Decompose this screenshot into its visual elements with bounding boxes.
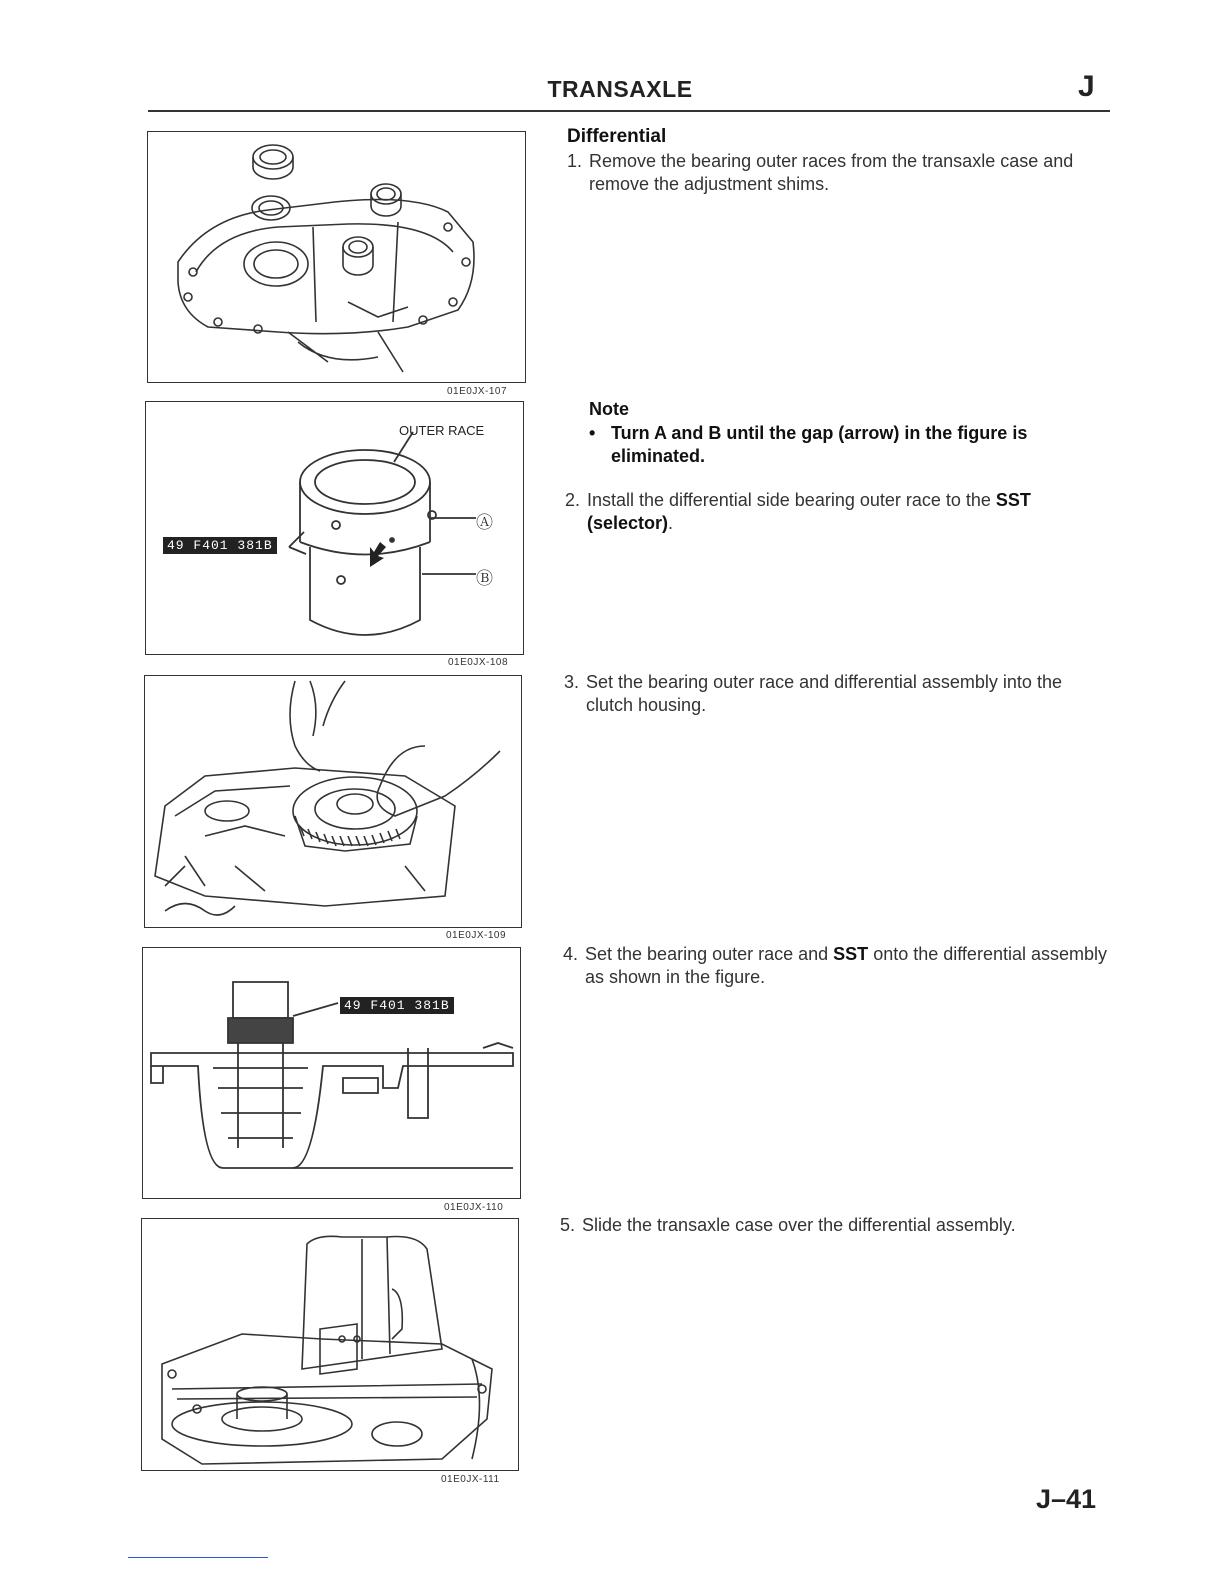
figure-code: 01E0JX-110 — [444, 1202, 504, 1213]
section-heading: Differential — [567, 126, 667, 147]
step-1 — [567, 150, 1112, 196]
step-number: 2. — [565, 490, 581, 510]
step-text: Set the bearing outer race and SST onto the differential assembly as shown in the figure. — [585, 944, 1107, 987]
step-text: Install the differential side bearing outer race to the SST (selector). — [587, 490, 1031, 533]
footer-line — [128, 1557, 268, 1558]
figure-1-illustration — [148, 132, 525, 382]
figure-sst-on-differential — [142, 947, 521, 1199]
figure-transaxle-case-over-differential — [141, 1218, 519, 1471]
figure-5-illustration — [142, 1219, 518, 1470]
bullet: • — [589, 423, 596, 443]
figure-code: 01E0JX-109 — [446, 930, 507, 941]
note-label: Note — [589, 399, 629, 419]
sst-emphasis: SST (selector) — [587, 490, 1031, 533]
step-text: Remove the bearing outer races from the transaxle case and remove the adjustment shims. — [589, 151, 1074, 194]
figure-code: 01E0JX-111 — [441, 1474, 500, 1485]
step-number: 3. — [564, 672, 580, 692]
step-number: 5. — [560, 1215, 576, 1235]
section-letter: J — [1078, 70, 1095, 103]
tool-label-selector: 49 F401 381B — [163, 537, 277, 554]
callout-outer-race: OUTER RACE — [399, 423, 485, 438]
step-number: 1. — [567, 151, 583, 171]
step-5 — [560, 1214, 1105, 1237]
figure-differential-into-housing — [144, 675, 522, 928]
figure-bearing-races-removal — [147, 131, 526, 383]
figure-2-illustration — [146, 402, 523, 654]
step-3 — [564, 671, 1109, 717]
figure-4-illustration — [143, 948, 520, 1198]
figure-outer-race-selector — [145, 401, 524, 655]
step-text: Slide the transaxle case over the differential assembly. — [582, 1215, 1016, 1235]
step-number: 4. — [563, 944, 579, 964]
page-title: TRANSAXLE — [547, 76, 693, 102]
figure-code: 01E0JX-107 — [447, 386, 508, 397]
step-2 — [565, 489, 1110, 535]
marker-a: Ⓐ — [476, 513, 493, 532]
step-text: Set the bearing outer race and differential assembly into the clutch housing. — [586, 672, 1062, 715]
note-item — [589, 422, 1114, 468]
page-number: J–41 — [1036, 1484, 1097, 1514]
figure-code: 01E0JX-108 — [448, 657, 509, 668]
tool-label-sst: 49 F401 381B — [340, 997, 454, 1014]
header-rule — [148, 110, 1110, 112]
sst-emphasis: SST — [833, 944, 869, 964]
figure-3-illustration — [145, 676, 521, 927]
marker-b: Ⓑ — [476, 569, 493, 588]
step-4 — [563, 943, 1108, 989]
note-text: Turn A and B until the gap (arrow) in the figure is eliminated. — [611, 423, 1028, 466]
